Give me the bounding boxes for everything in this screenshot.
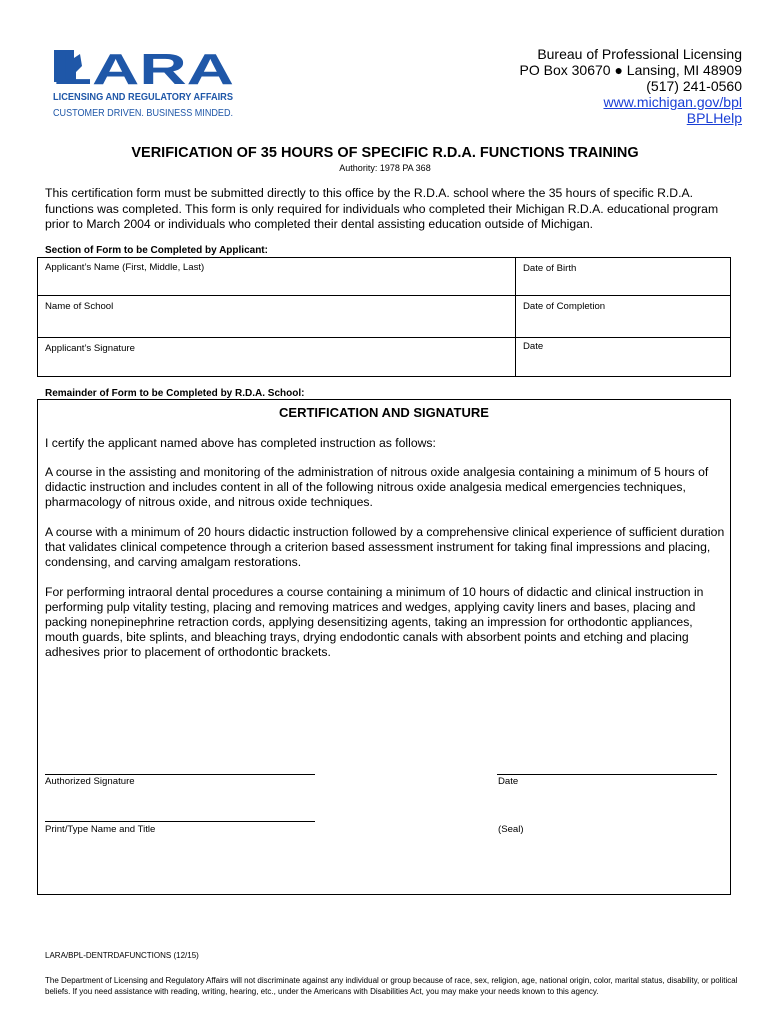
applicant-name-label: Applicant’s Name (First, Middle, Last) [45, 262, 205, 273]
signature-date-label: Date [498, 776, 519, 787]
intraoral-procedures-paragraph: For performing intraoral dental procedures a course containing a minimum of 10 hours of didactic and clinical instruction in performing pulp vitality testing, placing and removing matrices and wedges, applying cavity liners and bases, placing and packing nonepinephrine retraction cords, applying desensitizing agents, taking an impression for orthodontic appliances, mouth guards, bite splints, and bleaching trays, drying endodontic canals with absorbent points and etching and placing adhesives prior to placement of orthodontic brackets. [45, 585, 704, 659]
intro-paragraph: This certification form must be submitted directly to this office by the R.D.A. school where the 35 hours of specific R.D.A. functions was completed. This form is only required for individuals who completed their Michigan R.D.A. educational program prior to March 2004 or individuals who completed their dental assisting education outside of Michigan. [45, 186, 719, 231]
seal-label: (Seal) [498, 824, 524, 835]
bureau-phone: (517) 241-0560 [646, 78, 742, 94]
logo-line1: LICENSING AND REGULATORY AFFAIRS [53, 91, 233, 103]
logo-line2: CUSTOMER DRIVEN. BUSINESS MINDED. [53, 107, 233, 119]
date-of-birth-label: Date of Birth [523, 263, 577, 274]
bureau-address: PO Box 30670 ● Lansing, MI 48909 [519, 62, 742, 78]
website-link[interactable]: www.michigan.gov/bpl [603, 94, 742, 110]
print-name-label: Print/Type Name and Title [45, 824, 156, 835]
print-name-line[interactable] [45, 821, 315, 822]
lara-logo-graphic [52, 48, 242, 123]
form-id: LARA/BPL-DENTRDAFUNCTIONS (12/15) [45, 951, 199, 960]
nondiscrimination-notice: The Department of Licensing and Regulatory Affairs will not discriminate against any individual or group because of race, sex, religion, age, national origin, color, marital status, disability, or political beliefs. If you need assistance with reading, writing, hearing, etc., under the Americans with Disabilities Act, you may make your needs known to this agency. [45, 976, 738, 996]
school-section-heading: Remainder of Form to be Completed by R.D.A. School: [45, 388, 305, 399]
bureau-name: Bureau of Professional Licensing [537, 46, 742, 62]
school-name-label: Name of School [45, 301, 114, 312]
nitrous-oxide-paragraph: A course in the assisting and monitoring of the administration of nitrous oxide analgesia containing a minimum of 5 hours of didactic instruction and includes content in all of the following nitrous oxide analgesia medical emergencies techniques, pharmacology of nitrous oxide, and nitrous oxide techniques. [45, 465, 709, 509]
bureau-contact [440, 46, 742, 126]
applicant-date-label: Date [523, 341, 544, 352]
logo-wordmark: LARA [52, 48, 234, 94]
authority-text: Authority: 1978 PA 368 [339, 163, 431, 173]
authorized-signature-label: Authorized Signature [45, 776, 135, 787]
amalgam-paragraph: A course with a minimum of 20 hours didactic instruction followed by a comprehensive clinical experience of sufficient duration that validates clinical competence through a criterion based assessment instrument for taking final impressions and placing, condensing, and carving amalgam restorations. [45, 525, 725, 569]
applicant-info-table [37, 257, 731, 377]
authorized-signature-line[interactable] [45, 774, 315, 775]
applicant-signature-label: Applicant’s Signature [45, 343, 135, 354]
signature-date-line[interactable] [497, 774, 717, 775]
bplhelp-link[interactable]: BPLHelp [686, 110, 742, 126]
date-of-completion-label: Date of Completion [523, 301, 606, 312]
certification-title: CERTIFICATION AND SIGNATURE [279, 405, 489, 420]
applicant-section-heading: Section of Form to be Completed by Applicant: [45, 245, 268, 256]
form-title: VERIFICATION OF 35 HOURS OF SPECIFIC R.D.A. FUNCTIONS TRAINING [131, 145, 639, 161]
certify-statement: I certify the applicant named above has completed instruction as follows: [45, 436, 436, 450]
lara-logo [52, 48, 242, 123]
